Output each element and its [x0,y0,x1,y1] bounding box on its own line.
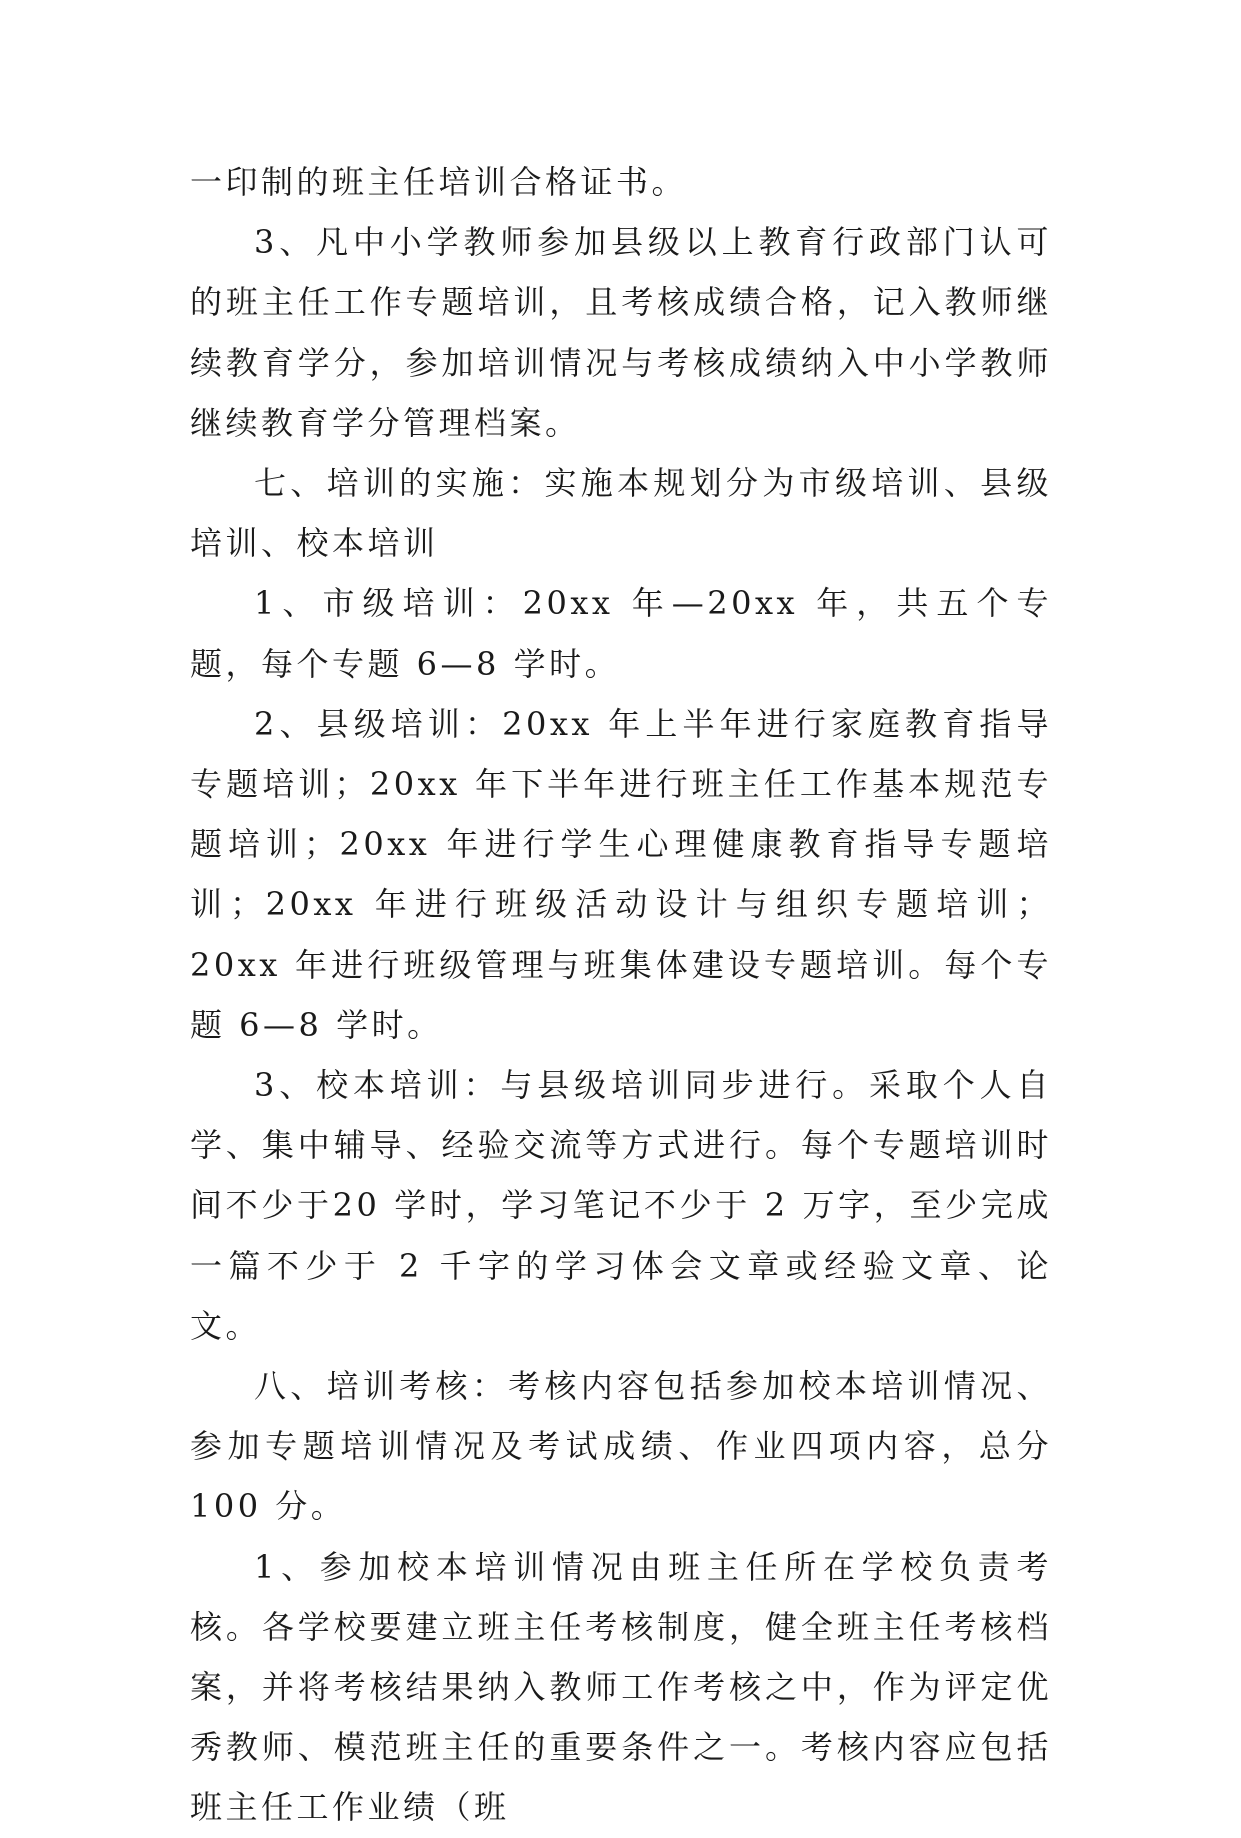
section-heading-assessment: 八、培训考核：考核内容包括参加校本培训情况、参加专题培训情况及考试成绩、作业四项内容，总分 100 分。 [190,1367,1052,1526]
paragraph-school-training: 3、校本培训：与县级培训同步进行。采取个人自学、集中辅导、经验交流等方式进行。每个专题培训时间不少于20 学时，学习笔记不少于 2 万字，至少完成一篇不少于 2 千字的学习体会文章或经验文章、论文。 [190,1066,1052,1345]
paragraph-credit-record: 3、凡中小学教师参加县级以上教育行政部门认可的班主任工作专题培训，且考核成绩合格，记入教师继续教育学分，参加培训情况与考核成绩纳入中小学教师继续教育学分管理档案。 [190,223,1052,442]
section-heading-implementation: 七、培训的实施：实施本规划分为市级培训、县级培训、校本培训 [190,464,1052,563]
document-body [190,152,1052,1838]
paragraph-school-assessment: 1、参加校本培训情况由班主任所在学校负责考核。各学校要建立班主任考核制度，健全班主任考核档案，并将考核结果纳入教师工作考核之中，作为评定优秀教师、模范班主任的重要条件之一。考核内容应包括班主任工作业绩（班 [190,1547,1052,1827]
paragraph-continuation: 一印制的班主任培训合格证书。 [190,163,688,201]
paragraph-county-training: 2、县级培训：20xx 年上半年进行家庭教育指导专题培训；20xx 年下半年进行班主任工作基本规范专题培训；20xx 年进行学生心理健康教育指导专题培训；20xx 年进行班级活动设计与组织专题培训；20xx 年进行班级管理与班集体建设专题培训。每个专题 6—8 学时。 [190,704,1052,1044]
paragraph-city-training: 1、市级培训：20xx 年—20xx 年，共五个专题，每个专题 6—8 学时。 [190,584,1052,683]
